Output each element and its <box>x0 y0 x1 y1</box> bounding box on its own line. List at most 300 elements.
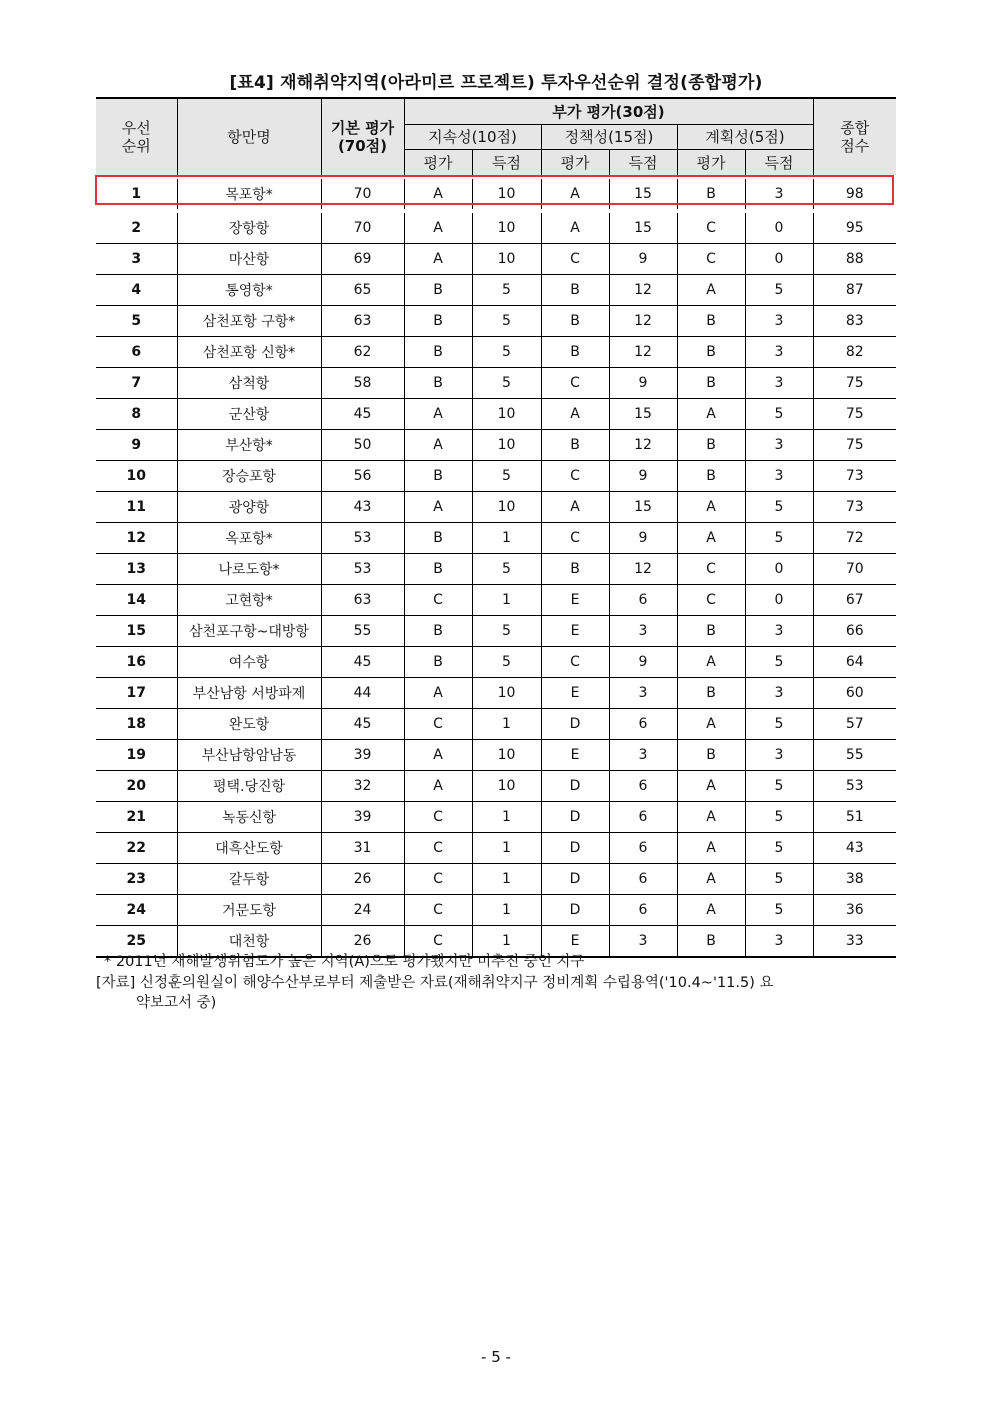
table-row <box>96 709 896 740</box>
sustain-eval-cell: A <box>404 211 472 244</box>
total-cell: 36 <box>813 895 896 926</box>
policy-eval-cell: B <box>541 430 609 461</box>
table-row <box>96 461 896 492</box>
policy-score-cell: 3 <box>609 740 677 771</box>
sustain-eval-cell: A <box>404 430 472 461</box>
policy-score-cell: 12 <box>609 337 677 368</box>
plan-eval-cell: B <box>677 740 745 771</box>
plan-eval-cell: A <box>677 771 745 802</box>
sustain-score-cell: 1 <box>472 926 541 958</box>
plan-eval-cell: A <box>677 523 745 554</box>
sustain-eval-cell: B <box>404 554 472 585</box>
base-cell: 56 <box>321 461 404 492</box>
header-sustain-score: 득점 <box>472 150 541 178</box>
rank-cell: 17 <box>96 678 177 709</box>
policy-eval-cell: E <box>541 616 609 647</box>
base-cell: 31 <box>321 833 404 864</box>
sustain-score-cell: 10 <box>472 211 541 244</box>
source-note <box>96 973 896 1013</box>
policy-score-cell: 9 <box>609 461 677 492</box>
rank-cell: 3 <box>96 244 177 275</box>
sustain-eval-cell: A <box>404 492 472 523</box>
policy-eval-cell: E <box>541 678 609 709</box>
sustain-score-cell: 1 <box>472 833 541 864</box>
sustain-eval-cell: A <box>404 740 472 771</box>
policy-eval-cell: D <box>541 895 609 926</box>
sustain-eval-cell: B <box>404 275 472 306</box>
table-row <box>96 895 896 926</box>
header-plan-score: 득점 <box>745 150 813 178</box>
plan-eval-cell: B <box>677 678 745 709</box>
plan-score-cell: 5 <box>745 771 813 802</box>
port-cell: 삼천포항 구항* <box>177 306 321 337</box>
sustain-score-cell: 5 <box>472 368 541 399</box>
plan-score-cell: 5 <box>745 895 813 926</box>
table-row <box>96 523 896 554</box>
sustain-eval-cell: B <box>404 337 472 368</box>
policy-score-cell: 9 <box>609 523 677 554</box>
sustain-eval-cell: A <box>404 177 472 211</box>
policy-eval-cell: B <box>541 306 609 337</box>
plan-score-cell: 3 <box>745 430 813 461</box>
base-cell: 39 <box>321 740 404 771</box>
sustain-eval-cell: A <box>404 771 472 802</box>
sustain-eval-cell: B <box>404 306 472 337</box>
table-row <box>96 337 896 368</box>
sustain-score-cell: 1 <box>472 802 541 833</box>
sustain-eval-cell: A <box>404 678 472 709</box>
total-cell: 53 <box>813 771 896 802</box>
policy-score-cell: 9 <box>609 647 677 678</box>
base-cell: 50 <box>321 430 404 461</box>
sustain-eval-cell: C <box>404 895 472 926</box>
plan-eval-cell: B <box>677 926 745 958</box>
sustain-eval-cell: B <box>404 523 472 554</box>
sustain-score-cell: 5 <box>472 275 541 306</box>
policy-score-cell: 3 <box>609 926 677 958</box>
plan-score-cell: 5 <box>745 492 813 523</box>
plan-score-cell: 5 <box>745 399 813 430</box>
base-cell: 39 <box>321 802 404 833</box>
plan-eval-cell: C <box>677 211 745 244</box>
rank-cell: 22 <box>96 833 177 864</box>
base-cell: 43 <box>321 492 404 523</box>
sustain-eval-cell: B <box>404 461 472 492</box>
base-cell: 44 <box>321 678 404 709</box>
table-row <box>96 616 896 647</box>
port-cell: 거문도항 <box>177 895 321 926</box>
table-row <box>96 554 896 585</box>
table-body <box>96 177 896 957</box>
sustain-eval-cell: C <box>404 833 472 864</box>
rank-cell: 20 <box>96 771 177 802</box>
sustain-eval-cell: B <box>404 368 472 399</box>
header-sustain: 지속성(10점) <box>404 125 541 150</box>
sustain-eval-cell: A <box>404 399 472 430</box>
sustain-score-cell: 5 <box>472 306 541 337</box>
base-cell: 45 <box>321 709 404 740</box>
plan-eval-cell: B <box>677 430 745 461</box>
policy-eval-cell: C <box>541 647 609 678</box>
rank-cell: 4 <box>96 275 177 306</box>
sustain-score-cell: 10 <box>472 740 541 771</box>
policy-eval-cell: D <box>541 771 609 802</box>
base-cell: 26 <box>321 926 404 958</box>
sustain-score-cell: 10 <box>472 771 541 802</box>
policy-eval-cell: C <box>541 368 609 399</box>
plan-score-cell: 3 <box>745 306 813 337</box>
base-cell: 55 <box>321 616 404 647</box>
port-cell: 평택.당진항 <box>177 771 321 802</box>
policy-eval-cell: C <box>541 523 609 554</box>
table-row <box>96 647 896 678</box>
rank-cell: 14 <box>96 585 177 616</box>
table-title: [표4] 재해취약지역(아라미르 프로젝트) 투자우선순위 결정(종합평가) <box>229 73 763 93</box>
base-cell: 62 <box>321 337 404 368</box>
plan-eval-cell: A <box>677 647 745 678</box>
plan-eval-cell: B <box>677 337 745 368</box>
rank-cell: 15 <box>96 616 177 647</box>
port-cell: 대흑산도항 <box>177 833 321 864</box>
sustain-score-cell: 5 <box>472 337 541 368</box>
priority-table <box>96 97 896 958</box>
plan-eval-cell: B <box>677 306 745 337</box>
header-rank-line2: 순위 <box>121 137 151 155</box>
rank-cell: 11 <box>96 492 177 523</box>
policy-score-cell: 6 <box>609 864 677 895</box>
total-cell: 38 <box>813 864 896 895</box>
sustain-score-cell: 5 <box>472 616 541 647</box>
plan-score-cell: 3 <box>745 337 813 368</box>
sustain-score-cell: 10 <box>472 430 541 461</box>
header-total-line1: 종합 <box>840 119 870 137</box>
plan-score-cell: 3 <box>745 177 813 211</box>
table-row <box>96 740 896 771</box>
header-base <box>321 98 404 177</box>
source-note-line1: [자료] 신정훈의원실이 해양수산부로부터 제출받은 자료(재해취약지구 정비계획 수립용역('10.4~'11.5) 요 <box>96 975 774 991</box>
policy-eval-cell: D <box>541 709 609 740</box>
plan-score-cell: 5 <box>745 647 813 678</box>
port-cell: 부산남항 서방파제 <box>177 678 321 709</box>
base-cell: 65 <box>321 275 404 306</box>
sustain-eval-cell: C <box>404 802 472 833</box>
policy-score-cell: 9 <box>609 244 677 275</box>
plan-score-cell: 5 <box>745 275 813 306</box>
port-cell: 나로도항* <box>177 554 321 585</box>
rank-cell: 25 <box>96 926 177 958</box>
header-plan-eval: 평가 <box>677 150 745 178</box>
table-row <box>96 585 896 616</box>
plan-score-cell: 3 <box>745 926 813 958</box>
policy-score-cell: 6 <box>609 585 677 616</box>
asterisk-note: * 2011년 재해발생위험도가 높은 지역(A)으로 평가됐지만 미추진 중인 지구 <box>104 954 585 970</box>
total-cell: 73 <box>813 461 896 492</box>
plan-score-cell: 3 <box>745 616 813 647</box>
header-rank-line1: 우선 <box>121 119 151 137</box>
port-cell: 마산항 <box>177 244 321 275</box>
total-cell: 83 <box>813 306 896 337</box>
policy-score-cell: 6 <box>609 709 677 740</box>
sustain-score-cell: 1 <box>472 523 541 554</box>
sustain-score-cell: 5 <box>472 554 541 585</box>
total-cell: 87 <box>813 275 896 306</box>
header-policy-score: 득점 <box>609 150 677 178</box>
policy-score-cell: 15 <box>609 211 677 244</box>
port-cell: 통영항* <box>177 275 321 306</box>
table-row <box>96 177 896 211</box>
base-cell: 53 <box>321 523 404 554</box>
header-total <box>813 98 896 177</box>
table-row <box>96 399 896 430</box>
policy-score-cell: 15 <box>609 399 677 430</box>
port-cell: 녹동신항 <box>177 802 321 833</box>
base-cell: 58 <box>321 368 404 399</box>
table-header <box>96 98 896 177</box>
plan-score-cell: 0 <box>745 554 813 585</box>
plan-score-cell: 0 <box>745 585 813 616</box>
table-row <box>96 492 896 523</box>
port-cell: 목포항* <box>177 177 321 211</box>
policy-eval-cell: D <box>541 802 609 833</box>
policy-eval-cell: D <box>541 864 609 895</box>
sustain-score-cell: 1 <box>472 864 541 895</box>
sustain-score-cell: 10 <box>472 678 541 709</box>
policy-eval-cell: B <box>541 554 609 585</box>
plan-eval-cell: C <box>677 585 745 616</box>
base-cell: 69 <box>321 244 404 275</box>
total-cell: 57 <box>813 709 896 740</box>
plan-eval-cell: A <box>677 864 745 895</box>
policy-score-cell: 15 <box>609 177 677 211</box>
port-cell: 부산남항암남동 <box>177 740 321 771</box>
policy-score-cell: 6 <box>609 833 677 864</box>
base-cell: 24 <box>321 895 404 926</box>
rank-cell: 13 <box>96 554 177 585</box>
plan-score-cell: 5 <box>745 833 813 864</box>
plan-eval-cell: C <box>677 244 745 275</box>
plan-eval-cell: B <box>677 368 745 399</box>
port-cell: 군산항 <box>177 399 321 430</box>
plan-eval-cell: A <box>677 399 745 430</box>
rank-cell: 12 <box>96 523 177 554</box>
policy-eval-cell: A <box>541 492 609 523</box>
plan-eval-cell: A <box>677 802 745 833</box>
table-row <box>96 771 896 802</box>
plan-score-cell: 5 <box>745 864 813 895</box>
total-cell: 64 <box>813 647 896 678</box>
total-cell: 55 <box>813 740 896 771</box>
plan-eval-cell: A <box>677 709 745 740</box>
total-cell: 73 <box>813 492 896 523</box>
total-cell: 95 <box>813 211 896 244</box>
base-cell: 32 <box>321 771 404 802</box>
port-cell: 장승포항 <box>177 461 321 492</box>
header-extra: 부가 평가(30점) <box>404 98 813 125</box>
base-cell: 45 <box>321 399 404 430</box>
plan-eval-cell: B <box>677 177 745 211</box>
port-cell: 대천항 <box>177 926 321 958</box>
rank-cell: 9 <box>96 430 177 461</box>
plan-score-cell: 3 <box>745 740 813 771</box>
total-cell: 70 <box>813 554 896 585</box>
base-cell: 63 <box>321 306 404 337</box>
plan-score-cell: 5 <box>745 802 813 833</box>
rank-cell: 6 <box>96 337 177 368</box>
header-port: 항만명 <box>177 98 321 177</box>
header-policy: 정책성(15점) <box>541 125 677 150</box>
rank-cell: 8 <box>96 399 177 430</box>
policy-eval-cell: C <box>541 244 609 275</box>
total-cell: 98 <box>813 177 896 211</box>
plan-eval-cell: B <box>677 461 745 492</box>
header-total-line2: 점수 <box>840 137 870 155</box>
rank-cell: 5 <box>96 306 177 337</box>
policy-score-cell: 6 <box>609 771 677 802</box>
sustain-score-cell: 1 <box>472 585 541 616</box>
port-cell: 광양항 <box>177 492 321 523</box>
total-cell: 75 <box>813 399 896 430</box>
policy-eval-cell: E <box>541 926 609 958</box>
total-cell: 66 <box>813 616 896 647</box>
sustain-eval-cell: C <box>404 864 472 895</box>
source-note-line2: 약보고서 중) <box>136 995 217 1011</box>
policy-eval-cell: B <box>541 337 609 368</box>
sustain-eval-cell: A <box>404 244 472 275</box>
total-cell: 51 <box>813 802 896 833</box>
table-row <box>96 864 896 895</box>
policy-eval-cell: A <box>541 177 609 211</box>
rank-cell: 18 <box>96 709 177 740</box>
sustain-score-cell: 5 <box>472 461 541 492</box>
total-cell: 60 <box>813 678 896 709</box>
sustain-eval-cell: C <box>404 709 472 740</box>
plan-eval-cell: A <box>677 895 745 926</box>
rank-cell: 7 <box>96 368 177 399</box>
plan-score-cell: 5 <box>745 709 813 740</box>
total-cell: 82 <box>813 337 896 368</box>
policy-score-cell: 12 <box>609 430 677 461</box>
plan-score-cell: 5 <box>745 523 813 554</box>
port-cell: 장항항 <box>177 211 321 244</box>
port-cell: 여수항 <box>177 647 321 678</box>
plan-eval-cell: B <box>677 616 745 647</box>
base-cell: 45 <box>321 647 404 678</box>
sustain-eval-cell: C <box>404 926 472 958</box>
header-rank <box>96 98 177 177</box>
total-cell: 67 <box>813 585 896 616</box>
policy-score-cell: 3 <box>609 678 677 709</box>
policy-eval-cell: E <box>541 740 609 771</box>
port-cell: 삼천포구항~대방항 <box>177 616 321 647</box>
sustain-score-cell: 1 <box>472 709 541 740</box>
sustain-score-cell: 10 <box>472 492 541 523</box>
rank-cell: 10 <box>96 461 177 492</box>
plan-eval-cell: A <box>677 833 745 864</box>
total-cell: 88 <box>813 244 896 275</box>
header-base-line2: (70점) <box>337 137 388 155</box>
base-cell: 53 <box>321 554 404 585</box>
policy-score-cell: 9 <box>609 368 677 399</box>
policy-eval-cell: A <box>541 211 609 244</box>
total-cell: 72 <box>813 523 896 554</box>
sustain-eval-cell: B <box>404 616 472 647</box>
table-row <box>96 430 896 461</box>
policy-eval-cell: A <box>541 399 609 430</box>
total-cell: 75 <box>813 368 896 399</box>
rank-cell: 1 <box>96 177 177 211</box>
policy-score-cell: 12 <box>609 275 677 306</box>
table-row <box>96 678 896 709</box>
plan-eval-cell: A <box>677 492 745 523</box>
total-cell: 33 <box>813 926 896 958</box>
policy-score-cell: 6 <box>609 895 677 926</box>
header-base-line1: 기본 평가 <box>330 119 395 137</box>
port-cell: 고현항* <box>177 585 321 616</box>
table-row <box>96 833 896 864</box>
plan-score-cell: 3 <box>745 678 813 709</box>
port-cell: 부산항* <box>177 430 321 461</box>
sustain-eval-cell: C <box>404 585 472 616</box>
sustain-eval-cell: B <box>404 647 472 678</box>
policy-eval-cell: E <box>541 585 609 616</box>
plan-score-cell: 0 <box>745 211 813 244</box>
table-row <box>96 802 896 833</box>
rank-cell: 2 <box>96 211 177 244</box>
plan-eval-cell: A <box>677 275 745 306</box>
rank-cell: 23 <box>96 864 177 895</box>
base-cell: 26 <box>321 864 404 895</box>
policy-score-cell: 12 <box>609 554 677 585</box>
policy-eval-cell: B <box>541 275 609 306</box>
plan-score-cell: 3 <box>745 461 813 492</box>
base-cell: 63 <box>321 585 404 616</box>
header-plan: 계획성(5점) <box>677 125 813 150</box>
port-cell: 완도항 <box>177 709 321 740</box>
policy-score-cell: 15 <box>609 492 677 523</box>
sustain-score-cell: 10 <box>472 177 541 211</box>
plan-score-cell: 3 <box>745 368 813 399</box>
port-cell: 갈두항 <box>177 864 321 895</box>
header-sustain-eval: 평가 <box>404 150 472 178</box>
port-cell: 삼척항 <box>177 368 321 399</box>
header-policy-eval: 평가 <box>541 150 609 178</box>
total-cell: 75 <box>813 430 896 461</box>
rank-cell: 24 <box>96 895 177 926</box>
rank-cell: 19 <box>96 740 177 771</box>
table-row <box>96 306 896 337</box>
policy-eval-cell: D <box>541 833 609 864</box>
sustain-score-cell: 10 <box>472 399 541 430</box>
rank-cell: 21 <box>96 802 177 833</box>
plan-score-cell: 0 <box>745 244 813 275</box>
port-cell: 옥포항* <box>177 523 321 554</box>
policy-score-cell: 6 <box>609 802 677 833</box>
sustain-score-cell: 1 <box>472 895 541 926</box>
plan-eval-cell: C <box>677 554 745 585</box>
policy-score-cell: 12 <box>609 306 677 337</box>
rank-cell: 16 <box>96 647 177 678</box>
policy-eval-cell: C <box>541 461 609 492</box>
page-number: - 5 - <box>481 1348 511 1366</box>
policy-score-cell: 3 <box>609 616 677 647</box>
table-row <box>96 244 896 275</box>
base-cell: 70 <box>321 211 404 244</box>
table-row <box>96 368 896 399</box>
sustain-score-cell: 5 <box>472 647 541 678</box>
total-cell: 43 <box>813 833 896 864</box>
sustain-score-cell: 10 <box>472 244 541 275</box>
table-row <box>96 211 896 244</box>
